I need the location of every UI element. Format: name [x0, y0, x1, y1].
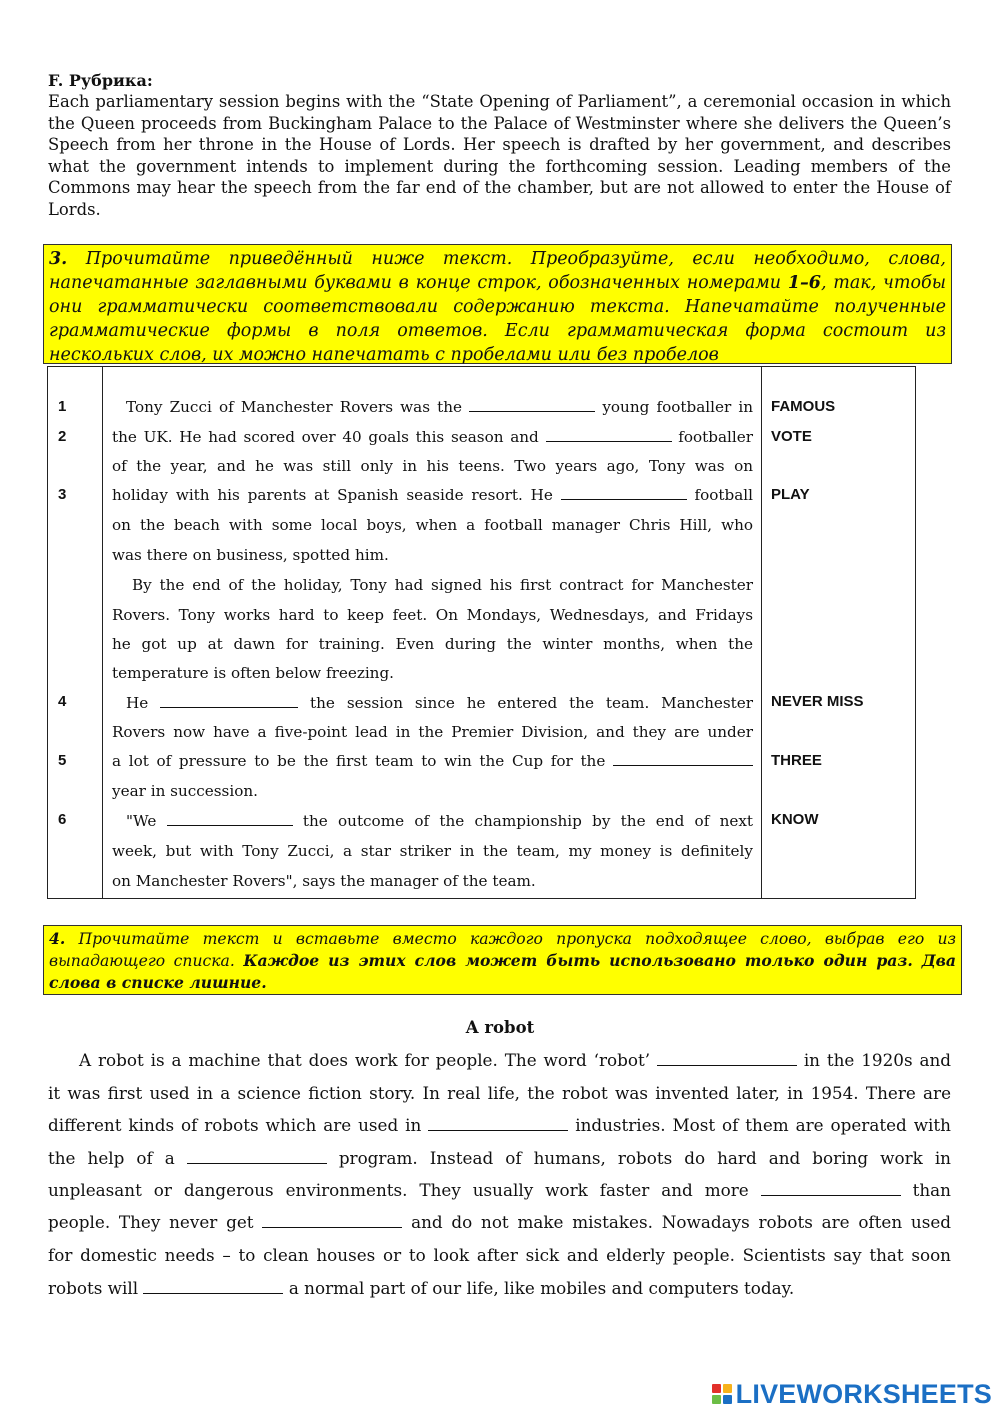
liveworksheets-logo	[712, 1376, 992, 1412]
text-line	[112, 751, 753, 771]
text-fragment: "We	[126, 812, 157, 830]
task3-number: 3.	[49, 249, 68, 269]
keyword-never-miss: NEVER MISS	[771, 693, 864, 710]
table-divider	[761, 367, 762, 898]
keyword-play: PLAY	[771, 486, 810, 503]
text-fragment: than	[912, 1180, 951, 1200]
text-line	[112, 693, 753, 713]
logo-text: LIVEWORKSHEETS	[735, 1378, 992, 1409]
section-f-paragraph: Each parliamentary session begins with the “State Opening of Parliament”, a ceremonial occasion in which the Queen proceeds from Buckingham Palace to the Palace of Westminster where she delivers the Queen’s Speech from her throne in the House of Lords. Her speech is drafted by her government, and describes what the government intends to implement during the forthcoming session. Leading members of the Commons may hear the speech from the far end of the chamber, but are not allowed to enter the House of Lords.	[48, 92, 951, 219]
dropdown-blank-2[interactable]	[428, 1118, 568, 1131]
logo-mark-square	[712, 1384, 721, 1393]
text-line	[112, 811, 753, 831]
text-line: was there on business, spotted him.	[112, 546, 389, 564]
robot-line	[48, 1211, 951, 1233]
text-line: year in succession.	[112, 782, 258, 800]
text-line: of the year, and he was still only in his teens. Two years ago, Tony was on	[112, 457, 753, 475]
task3-instructions	[43, 244, 952, 364]
text-fragment: Tony Zucci of Manchester Rovers was the	[126, 398, 463, 416]
text-line: Rovers. Tony works hard to keep feet. On Mondays, Wednesdays, and Fridays	[112, 606, 753, 624]
text-fragment: A robot is a machine that does work for people. The word ‘robot’	[79, 1050, 651, 1070]
text-fragment: program. Instead of humans, robots do hard and boring work in	[338, 1148, 951, 1168]
logo-mark-square	[723, 1384, 732, 1393]
keyword-three: THREE	[771, 752, 822, 769]
task4-instructions	[43, 925, 962, 995]
table-divider	[102, 367, 103, 898]
answer-blank-5[interactable]	[613, 753, 753, 766]
row-number-4: 4	[58, 693, 67, 710]
text-line: on Manchester Rovers", says the manager of the team.	[112, 872, 536, 890]
answer-blank-3[interactable]	[561, 487, 687, 500]
text-fragment: and do not make mistakes. Nowadays robots are often used	[411, 1212, 951, 1232]
text-fragment: He	[126, 694, 149, 712]
text-fragment: young footballer in	[602, 398, 754, 416]
text-fragment: a normal part of our life, like mobiles and computers today.	[288, 1278, 795, 1298]
keyword-vote: VOTE	[771, 428, 812, 445]
row-number-1: 1	[58, 398, 67, 415]
task4-text-bold: Каждое из этих слов может быть использовано только один раз. Два слова в списке лишние.	[49, 951, 956, 992]
row-number-5: 5	[58, 752, 67, 769]
text-line: temperature is often below freezing.	[112, 664, 395, 682]
keyword-know: KNOW	[771, 811, 819, 828]
text-fragment: different kinds of robots which are used in	[48, 1115, 422, 1135]
text-line	[112, 427, 753, 447]
dropdown-blank-4[interactable]	[761, 1183, 901, 1196]
robot-title: A robot	[465, 1018, 535, 1037]
robot-line: for domestic needs – to clean houses or to look after sick and elderly people. Scientists say that soon	[48, 1245, 951, 1265]
text-fragment: the session since he entered the team. Manchester	[310, 694, 753, 712]
robot-line: it was first used in a science fiction story. In real life, the robot was invented later, in 1954. There are	[48, 1083, 951, 1103]
section-f-heading: F. Рубрика:	[48, 71, 153, 90]
text-fragment: a lot of pressure to be the first team to win the Cup for the	[112, 752, 606, 770]
task3-table	[47, 366, 916, 899]
text-line: By the end of the holiday, Tony had signed his first contract for Manchester	[132, 576, 753, 594]
robot-line	[48, 1114, 951, 1136]
text-fragment: the help of a	[48, 1148, 175, 1168]
answer-blank-4[interactable]	[160, 695, 298, 708]
text-line: on the beach with some local boys, when a football manager Chris Hill, who	[112, 516, 753, 534]
text-fragment: holiday with his parents at Spanish seaside resort. He	[112, 486, 553, 504]
text-fragment: industries. Most of them are operated with	[575, 1115, 951, 1135]
logo-mark-square	[723, 1395, 732, 1404]
robot-line	[48, 1049, 951, 1071]
dropdown-blank-3[interactable]	[187, 1151, 327, 1164]
text-fragment: the UK. He had scored over 40 goals this season and	[112, 428, 539, 446]
logo-mark-square	[712, 1395, 721, 1404]
text-fragment: unpleasant or dangerous environments. They usually work faster and more	[48, 1180, 749, 1200]
text-fragment: footballer	[678, 428, 754, 446]
answer-blank-2[interactable]	[546, 429, 672, 442]
robot-line	[48, 1277, 951, 1299]
keyword-famous: FAMOUS	[771, 398, 836, 415]
text-line: week, but with Tony Zucci, a star striker in the team, my money is definitely	[112, 842, 753, 860]
text-line: Rovers now have a five-point lead in the Premier Division, and they are under	[112, 723, 753, 741]
text-fragment: in the 1920s and	[803, 1050, 951, 1070]
task3-range: 1–6	[787, 273, 821, 293]
task4-number: 4.	[49, 929, 66, 948]
text-line	[112, 397, 753, 417]
task3-text-a: Прочитайте приведённый ниже текст. Преобразуйте, если необходимо, слова, напечатанные заглавными буквами в конце строк, обозначенных номерами	[49, 249, 946, 293]
text-line	[112, 485, 753, 505]
text-fragment: football	[694, 486, 754, 504]
answer-blank-1[interactable]	[469, 399, 595, 412]
robot-line	[48, 1147, 951, 1169]
robot-line	[48, 1179, 951, 1201]
dropdown-blank-1[interactable]	[657, 1053, 797, 1066]
answer-blank-6[interactable]	[167, 813, 293, 826]
task3-text-b: , так, чтобы они грамматически соответствовали содержанию текста. Напечатайте полученные грамматические формы в поля ответов. Если грамматическая форма состоит из нескольких слов, их можно напечатать с пробелами или без пробелов	[49, 273, 946, 365]
text-line: he got up at dawn for training. Even during the winter months, when the	[112, 635, 753, 653]
section-f	[48, 70, 951, 221]
dropdown-blank-5[interactable]	[262, 1215, 402, 1228]
task4-text: Прочитайте текст и вставьте вместо каждого пропуска подходящее слово, выбрав его из выпадающего списка.	[49, 930, 956, 970]
row-number-3: 3	[58, 486, 67, 503]
text-fragment: people. They never get	[48, 1212, 254, 1232]
dropdown-blank-6[interactable]	[143, 1281, 283, 1294]
logo-mark-icon	[712, 1384, 732, 1404]
text-fragment: the outcome of the championship by the end of next	[302, 812, 754, 830]
row-number-6: 6	[58, 811, 67, 828]
text-fragment: robots will	[48, 1278, 139, 1298]
row-number-2: 2	[58, 428, 67, 445]
